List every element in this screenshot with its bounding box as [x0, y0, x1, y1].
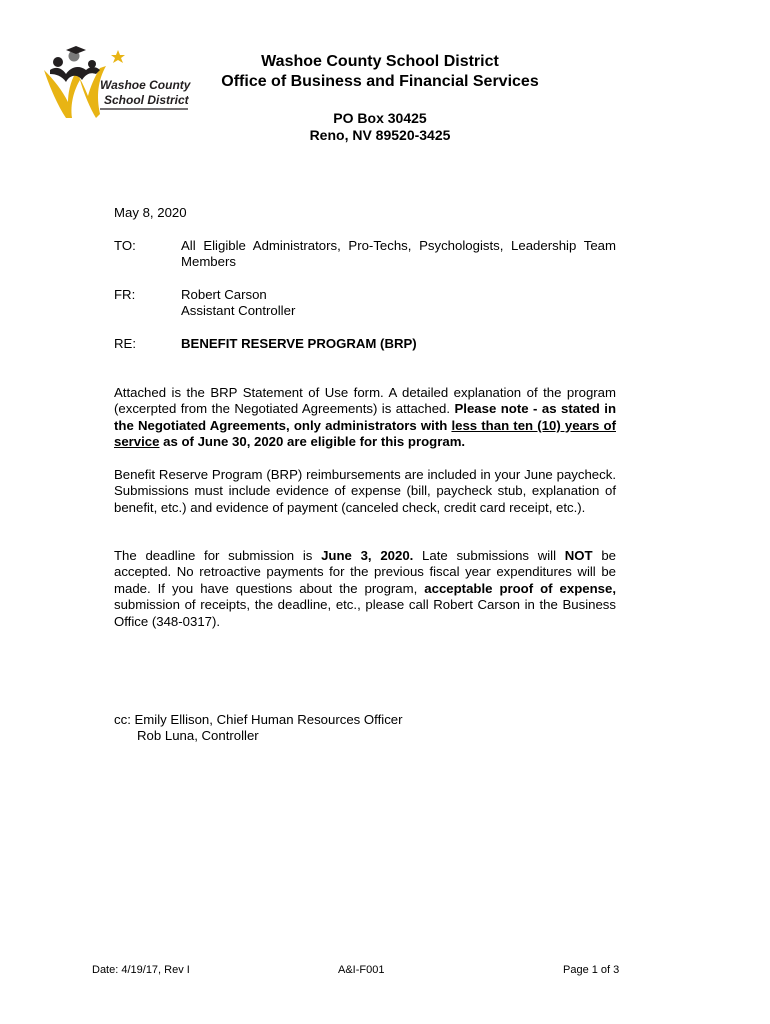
to-label: TO:: [114, 238, 136, 253]
p1-eligibility-limit: less than ten (10) years of service: [114, 417, 616, 450]
from-label: FR:: [114, 287, 136, 302]
p3-contact: submission of receipts, the deadline, etc., please call Robert Carson in the Business Office (348-0317).: [114, 597, 616, 629]
body-paragraph-2: Benefit Reserve Program (BRP) reimbursements are included in your June paycheck. Submissions must include evidence of expense (bill, paycheck stub, explanation of benefit, etc.) and evidence of payment (canceled check, credit card receipt, etc.).: [114, 467, 616, 515]
p3-retroactive: be accepted. No retroactive payments for the previous fiscal year expenditures will be made. If you have questions about the program,: [114, 548, 617, 596]
organization-name: Washoe County School District: [261, 53, 499, 70]
from-title: Assistant Controller: [181, 303, 296, 318]
p3-late: Late submissions will: [413, 548, 565, 563]
district-logo: [40, 44, 192, 122]
p1-as-of: as of June 30, 2020 are eligible for this program.: [159, 434, 466, 450]
p3-proof: acceptable proof of expense,: [424, 580, 616, 596]
re-subject: BENEFIT RESERVE PROGRAM (BRP): [181, 336, 417, 351]
footer-date: Date: 4/19/17, Rev I: [92, 964, 190, 976]
re-label: RE:: [114, 336, 136, 351]
logo-text-line1: Washoe County: [100, 78, 191, 92]
city-state-zip: Reno, NV 89520-3425: [309, 127, 451, 143]
po-box: PO Box 30425: [333, 110, 427, 126]
office-name: Office of Business and Financial Services: [221, 73, 539, 90]
to-recipients: All Eligible Administrators, Pro-Techs, Psychologists, Leadership Team Members: [181, 238, 616, 270]
cc-line-2: Rob Luna, Controller: [137, 728, 259, 743]
memo-date: May 8, 2020: [114, 205, 187, 220]
p1-note: Please note - as stated in the Negotiated Agreements, only administrators with: [114, 401, 616, 433]
logo-star-icon: [111, 50, 125, 63]
footer-form-number: A&I-F001: [338, 964, 385, 976]
p3-deadline-date: June 3, 2020.: [321, 548, 414, 563]
p3-deadline-intro: The deadline for submission is: [114, 548, 322, 563]
body-paragraph-1: [114, 385, 616, 451]
from-name: Robert Carson: [181, 287, 267, 302]
body-paragraph-3: [114, 548, 616, 630]
footer-page-number: Page 1 of 3: [563, 964, 620, 976]
logo-mortarboard: [66, 46, 86, 54]
cc-line-1: cc: Emily Ellison, Chief Human Resources Officer: [114, 712, 403, 727]
logo-figure-head-3: [88, 60, 96, 68]
p3-not: NOT: [564, 548, 593, 563]
logo-figure-head-1: [53, 57, 63, 67]
p1-intro: Attached is the BRP Statement of Use form. A detailed explanation of the program (excerpted from the Negotiated Agreements) is attached.: [114, 385, 616, 417]
logo-text-line2: School District: [104, 93, 189, 107]
